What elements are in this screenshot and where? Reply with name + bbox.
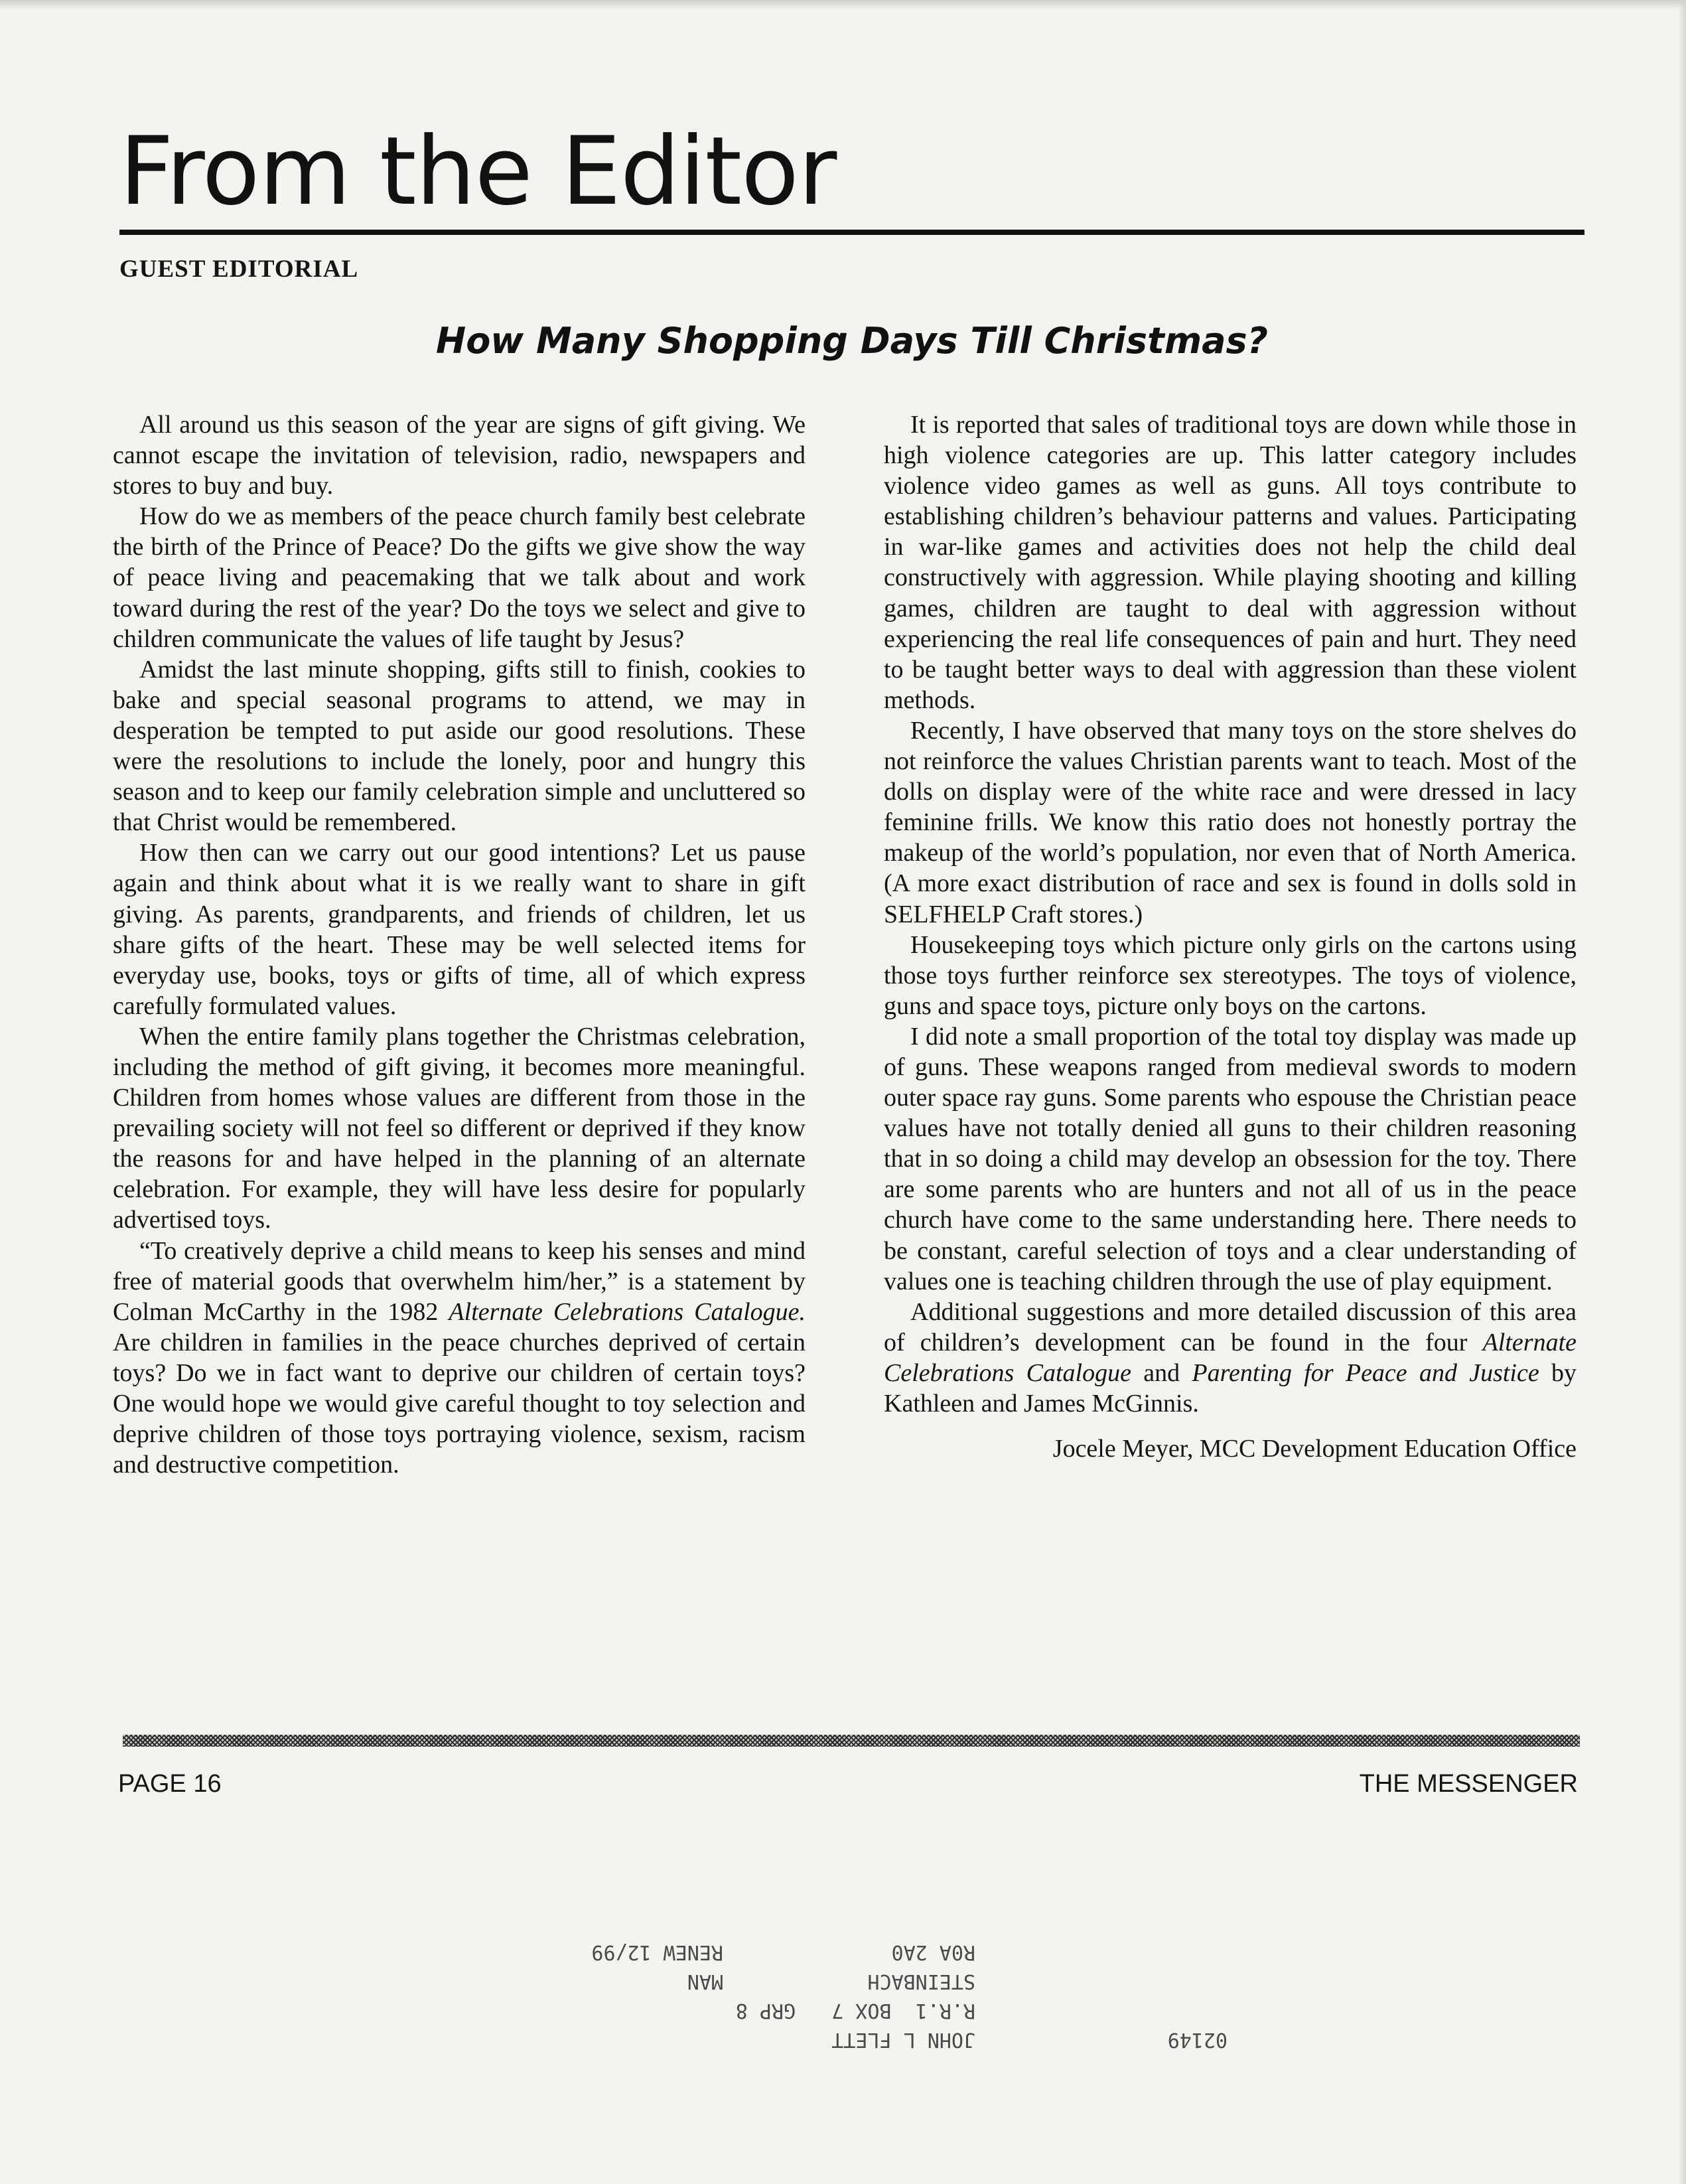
label-postal-code: R0A 2A0	[891, 1940, 975, 1964]
label-address: R.R.1 BOX 7 GRP 8	[735, 1999, 975, 2022]
article-paragraph: Housekeeping toys which picture only girls on the cartons using those toys further reinforce sex stereotypes. The toys of violence, guns and space toys, picture only boys on the cartons.	[884, 930, 1577, 1020]
article-paragraph: When the entire family plans together the Christmas celebration, including the method of gift giving, it becomes more meaningful. Children from homes whose values are different from those in the prevailing society will not feel so different or deprived if they know the reasons for and have helped in the planning of an alternate celebration. For example, they will have less desire for popularly advertised toys.	[113, 1022, 806, 1234]
author-signature: Jocele Meyer, MCC Development Education Office	[1052, 1435, 1577, 1463]
page-number: PAGE 16	[118, 1770, 222, 1798]
article-column-left	[113, 409, 806, 1480]
scan-edge	[0, 0, 1686, 9]
text-run: by Kathleen and James McGinnis.	[884, 1358, 1577, 1418]
label-name: JOHN L FLETT	[831, 2028, 975, 2051]
article-title: How Many Shopping Days Till Christmas?	[436, 320, 1268, 362]
text-run: Additional suggestions and more detailed discussion of this area of children’s development can be found in the four	[884, 1297, 1577, 1356]
article-paragraph: I did note a small proportion of the total toy display was made up of guns. These weapons ranged from medieval swords to modern outer space ray guns. Some parents who espouse the Christian peace values have not totally denied all guns to their children reasoning that in so doing a child may develop an obsession for the toy. There are some parents who are hunters and not all of us in the peace church have come to the same understanding here. There needs to be constant, careful selection of toys and a clear understanding of values one is teaching children through the use of play equipment.	[884, 1022, 1577, 1295]
article-paragraph: All around us this season of the year are signs of gift giving. We cannot escape the invitation of television, radio, newspapers and stores to buy and buy.	[113, 411, 806, 500]
label-subscriber-number: 02149	[1167, 2028, 1228, 2051]
article-paragraph: Recently, I have observed that many toys on the store shelves do not reinforce the values Christian parents want to teach. Most of the dolls on display were of the white race and were dressed in lacy feminine frills. We know this ratio does not honestly portray the makeup of the world’s population, nor even that of North America. (A more exact distribution of race and sex is found in dolls sold in SELFHELP Craft stores.)	[884, 716, 1577, 928]
article-paragraph	[113, 1236, 806, 1481]
article-paragraph	[884, 1297, 1577, 1419]
mailing-label	[524, 1888, 1228, 2061]
header-rule	[119, 230, 1584, 235]
label-town: STEINBACH	[867, 1970, 975, 1993]
publication-title: Alternate Celebrations Catalogue	[884, 1328, 1577, 1387]
article-paragraph: Amidst the last minute shopping, gifts still to finish, cookies to bake and special seasonal programs to attend, we may in desperation be tempted to put aside our good resolutions. These were the resolutions to include the lonely, poor and hungry this season and to keep our family celebration simple and uncluttered so that Christ would be remembered.	[113, 655, 806, 837]
publication-title: Alternate Celebrations Catalogue.	[449, 1297, 806, 1326]
article-paragraph: It is reported that sales of traditional toys are down while those in high violence categories are up. This latter category includes violence video games as well as guns. All toys contribute to establishing children’s behaviour patterns and values. Participating in war-like games and activities does not help the child deal constructively with aggression. While playing shooting and killing games, children are taught to deal with aggression without experiencing the real life consequences of pain and hurt. They need to be taught better ways to deal with aggression than these violent methods.	[884, 411, 1577, 714]
article-paragraph: How do we as members of the peace church family best celebrate the birth of the Prince of Peace? Do the gifts we give show the way of peace living and peacemaking that we talk about and work toward during the rest of the year? Do the toys we select and give to children communicate the values of life taught by Jesus?	[113, 502, 806, 653]
label-province: MAN	[687, 1970, 723, 1993]
scan-edge	[1678, 0, 1686, 2184]
article-column-right	[884, 409, 1577, 1464]
label-renewal: RENEW 12/99	[591, 1940, 723, 1964]
page-title: From the Editor	[119, 117, 837, 226]
section-label: GUEST EDITORIAL	[119, 255, 359, 283]
footer-rule	[123, 1735, 1580, 1747]
text-run: “To creatively deprive a child means to keep his senses and mind free of material goods that overwhelm him/her,” is a statement by Colman McCarthy in the 1982	[113, 1236, 806, 1326]
text-run: Are children in families in the peace churches deprived of certain toys? Do we in fact want to deprive our children of certain toys? One would hope we would give careful thought to toy selection and deprive children of those toys portraying violence, sexism, racism and destructive competition.	[113, 1328, 806, 1479]
text-run: and	[1131, 1358, 1192, 1387]
publication-name: THE MESSENGER	[1359, 1770, 1578, 1798]
article-paragraph: How then can we carry out our good intentions? Let us pause again and think about what it is we really want to share in gift giving. As parents, grandparents, and friends of children, let us share gifts of the heart. These may be well selected items for everyday use, books, toys or gifts of time, all of which express carefully formulated values.	[113, 839, 806, 1020]
publication-title: Parenting for Peace and Justice	[1192, 1358, 1539, 1387]
